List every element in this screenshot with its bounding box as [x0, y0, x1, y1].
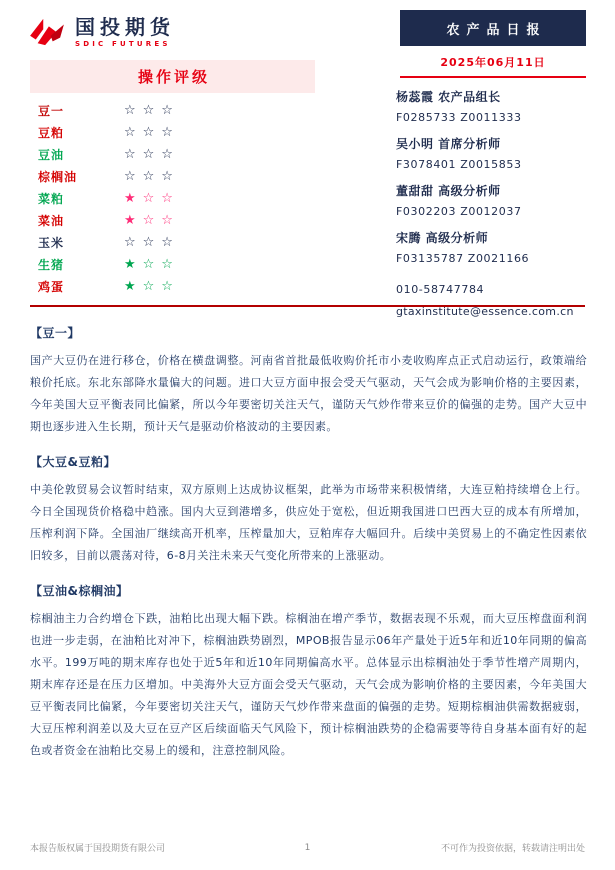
sdic-logo-icon	[28, 17, 66, 47]
rating-stars-icon: ★☆☆	[124, 256, 180, 272]
report-body	[30, 324, 587, 777]
rating-row	[38, 209, 315, 231]
commodity-name: 生猪	[38, 257, 65, 272]
contact-phone: 010-58747784	[396, 283, 485, 296]
rating-row	[38, 143, 315, 165]
section-body: 国产大豆仍在进行移仓，价格在横盘调整。河南省首批最低收购价托市小麦收购库点正式启动运行，政策端给粮价托底。东北东部降水量偏大的问题。进口大豆方面申报会受天气驱动，天气会成为影响价格的主要因素，今年美国大豆平衡表同比偏紧，所以今年要密切关注天气，谨防天气炒作带来豆价的偏强的走势。国产大豆中期也逐步进入生长期，预计天气是驱动价格波动的主要因素。	[30, 354, 587, 433]
section-body: 中美伦敦贸易会议暂时结束，双方原则上达成协议框架，此举为市场带来积极情绪，大连豆粕持续增仓上行。今日全国现货价格稳中趋涨。国内大豆到港增多，供应处于宽松，但近期我国进口巴西大豆的成本有所增加，压榨利润下降。全国油厂继续高开机率，压榨量加大，豆粕库存大幅回升。后续中美贸易上的不确定性因素依旧较多，目前以震荡对待，6-8月关注未来天气变化所带来的上涨驱动。	[30, 483, 587, 562]
analyst-name: 董甜甜 高级分析师	[396, 184, 501, 198]
ratings-panel-title: 操作评级	[30, 60, 315, 93]
analyst-name: 杨蕊霞 农产品组长	[396, 90, 501, 104]
commodity-name: 菜油	[38, 213, 65, 228]
footer-copyright: 本报告版权属于国投期货有限公司	[30, 844, 166, 854]
rating-stars-icon: ★☆☆	[124, 278, 180, 294]
report-header	[400, 10, 586, 78]
report-type-title: 农产品日报	[400, 10, 586, 46]
commodity-name: 玉米	[38, 235, 65, 250]
commodity-name: 鸡蛋	[38, 279, 65, 294]
rating-stars-icon: ★☆☆	[124, 212, 180, 228]
rating-row	[38, 275, 315, 297]
analyst-code: F03135787 Z0021166	[396, 252, 530, 265]
ratings-list	[30, 93, 315, 297]
section-title: 【大豆&豆粕】	[30, 455, 116, 469]
analyst-name: 吴小明 首席分析师	[396, 137, 501, 151]
analyst-code: F0285733 Z0011333	[396, 111, 522, 124]
brand-name-cn: 国投期货	[75, 15, 175, 39]
rating-stars-icon: ★☆☆	[124, 190, 180, 206]
brand-logo	[28, 16, 175, 48]
brand-logo-text	[75, 16, 175, 48]
analyst-code: F0302203 Z0012037	[396, 205, 522, 218]
contact-email: gtaxinstitute@essence.com.cn	[396, 305, 574, 318]
commodity-name: 豆油	[38, 147, 65, 162]
commodity-name: 豆粕	[38, 125, 65, 140]
rating-row	[38, 121, 315, 143]
commodity-name: 豆一	[38, 103, 65, 118]
contact-block	[396, 283, 596, 318]
rating-row	[38, 99, 315, 121]
report-section	[30, 582, 587, 762]
analyst-entry	[396, 182, 596, 218]
analyst-entry	[396, 135, 596, 171]
report-date: 2025年06月11日	[400, 46, 586, 78]
rating-stars-icon: ☆☆☆	[124, 168, 180, 184]
rating-stars-icon: ☆☆☆	[124, 102, 180, 118]
rating-row	[38, 187, 315, 209]
footer-disclaimer: 不可作为投资依据，转载请注明出处	[441, 844, 586, 854]
rating-row	[38, 231, 315, 253]
ratings-panel	[30, 60, 315, 297]
report-section	[30, 324, 587, 438]
footer-page-number: 1	[304, 842, 311, 853]
analyst-entry	[396, 88, 596, 124]
commodity-name: 棕榈油	[38, 169, 78, 184]
analyst-list	[396, 88, 596, 265]
page-footer	[30, 841, 585, 854]
analyst-panel	[396, 88, 596, 318]
rating-stars-icon: ☆☆☆	[124, 234, 180, 250]
rating-row	[38, 165, 315, 187]
brand-name-en: SDIC FUTURES	[75, 40, 171, 48]
analyst-entry	[396, 229, 596, 265]
rating-stars-icon: ☆☆☆	[124, 146, 180, 162]
report-section	[30, 453, 587, 567]
analyst-name: 宋腾 高级分析师	[396, 231, 489, 245]
rating-row	[38, 253, 315, 275]
analyst-code: F3078401 Z0015853	[396, 158, 522, 171]
rating-stars-icon: ☆☆☆	[124, 124, 180, 140]
section-title: 【豆油&棕榈油】	[30, 584, 129, 598]
section-divider	[30, 305, 585, 307]
section-title: 【豆一】	[30, 326, 81, 340]
commodity-name: 菜粕	[38, 191, 65, 206]
section-body: 棕榈油主力合约增仓下跌，油粕比出现大幅下跌。棕榈油在增产季节，数据表现不乐观，而大豆压榨盘面利润也进一步走弱，在油粕比对冲下，棕榈油跌势剧烈，MPOB报告显示06年产量处于近5年和近10年同期的偏高水平。199万吨的期末库存也处于近5年和近10年同期偏高水平。总体显示出棕榈油处于季节性增产周期内，期末库存还是在压力区增加。中美海外大豆方面会受天气驱动，天气会成为影响价格的主要因素，今年美国大豆平衡表同比偏紧，今年要密切关注天气，谨防天气炒作带来盘面的偏强的走势。短期棕榈油供需数据疲弱，大豆压榨利润差以及大豆在豆产区后续面临天气风险下，预计棕榈油跌势的企稳需要等待自身基本面有好的起色或者资金在油粕比交易上的缓和，注意控制风险。	[30, 612, 587, 757]
